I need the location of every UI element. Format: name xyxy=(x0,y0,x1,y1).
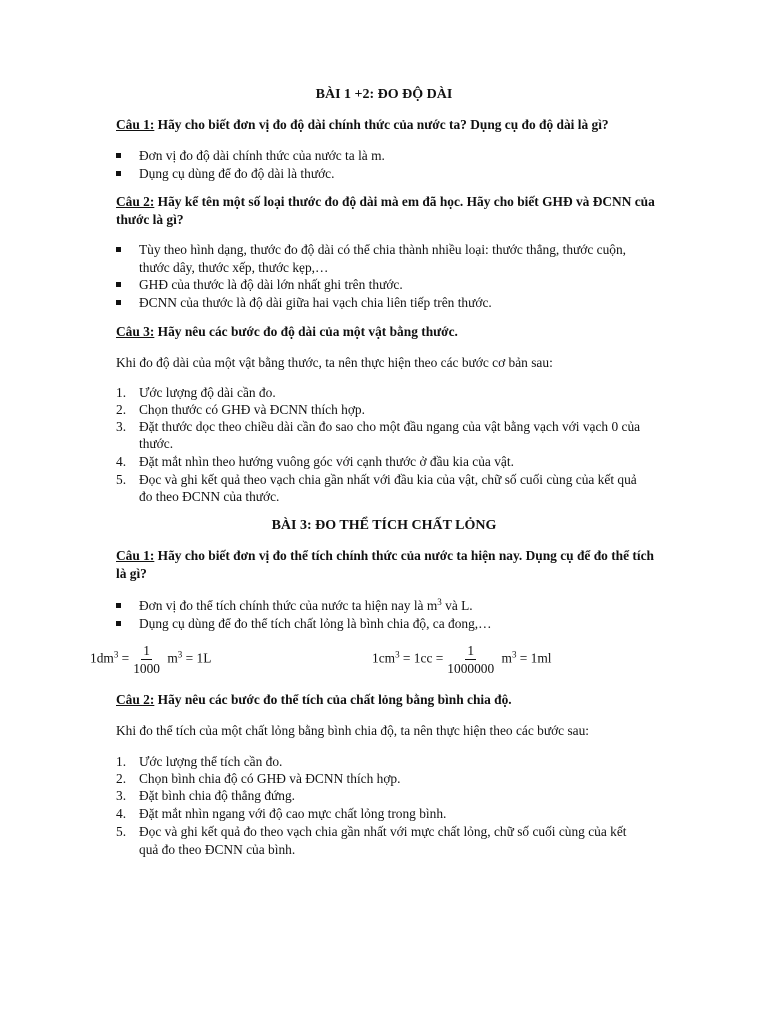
list-item xyxy=(116,277,403,293)
list-item xyxy=(116,148,385,164)
superscript: 3 xyxy=(395,649,400,660)
list-item xyxy=(116,242,626,258)
list-item-text: Đọc và ghi kết quả đo theo vạch chia gần nhất với mực chất lỏng, chữ số cuối cùng của kết xyxy=(139,824,627,839)
list-item-text: Ước lượng thể tích cần đo. xyxy=(139,754,283,769)
list-item-text: Dụng cụ dùng để đo độ dài là thước. xyxy=(139,166,335,181)
question-1-heading-cont: là gì? xyxy=(116,566,147,581)
list-item-text: Đơn vị đo độ dài chính thức của nước ta là m. xyxy=(139,148,385,163)
formula-cm3 xyxy=(372,642,552,677)
list-item xyxy=(116,385,276,401)
list-item-text: Đặt mắt nhìn theo hướng vuông góc với cạnh thước ở đầu kia của vật. xyxy=(139,454,514,469)
bullet-icon xyxy=(116,247,121,252)
question-2-heading xyxy=(116,194,655,210)
step-number: 1. xyxy=(116,385,127,400)
bullet-icon xyxy=(116,153,121,158)
question-label: Câu 1: xyxy=(116,548,155,563)
list-item-cont: quả đo theo ĐCNN của bình. xyxy=(139,842,296,857)
list-item xyxy=(116,754,282,770)
step-number: 2. xyxy=(116,402,127,417)
step-number: 3. xyxy=(116,788,127,803)
list-item xyxy=(116,771,400,787)
list-item-text: ĐCNN của thước là độ dài giữa hai vạch chia liên tiếp trên thước. xyxy=(139,295,492,310)
superscript: 3 xyxy=(511,649,517,660)
step-number: 1. xyxy=(116,754,127,769)
list-item-text: Chọn bình chia độ có GHĐ và ĐCNN thích hợp. xyxy=(139,771,401,786)
formula-dm3 xyxy=(90,642,211,677)
superscript: 3 xyxy=(437,597,442,607)
paragraph: Khi đo độ dài của một vật bằng thước, ta nên thực hiện theo các bước cơ bản sau: xyxy=(116,355,553,370)
list-item-text: Ước lượng độ dài cần đo. xyxy=(139,385,276,400)
formula-text: = 1L xyxy=(182,650,212,666)
step-number: 5. xyxy=(116,824,127,839)
superscript: 3 xyxy=(113,649,119,660)
list-item-text: Đặt bình chia độ thẳng đứng. xyxy=(139,788,296,803)
list-item xyxy=(116,295,492,311)
formula-text: = xyxy=(118,650,130,666)
list-item-text: Đọc và ghi kết quả theo vạch chia gần nhất với đầu kia của vật, chữ số cuối cùng của kết quả xyxy=(139,472,637,487)
question-text: Hãy kể tên một số loại thước đo độ dài mà em đã học. Hãy cho biết GHĐ và ĐCNN của xyxy=(154,194,655,209)
list-item xyxy=(116,402,365,418)
list-item-text: Dụng cụ dùng để đo thể tích chất lỏng là bình chia độ, ca đong,… xyxy=(139,616,492,631)
question-label: Câu 2: xyxy=(116,692,155,707)
question-text: Hãy cho biết đơn vị đo độ dài chính thức của nước ta? Dụng cụ đo độ dài là gì? xyxy=(154,117,609,132)
question-2-heading xyxy=(116,692,512,708)
list-item xyxy=(116,472,637,488)
question-text: Hãy nêu các bước đo thể tích của chất lỏng bằng bình chia độ. xyxy=(154,692,512,707)
list-item xyxy=(116,806,446,822)
bullet-icon xyxy=(116,171,121,176)
list-item-text: GHĐ của thước là độ dài lớn nhất ghi trên thước. xyxy=(139,277,403,292)
question-label: Câu 3: xyxy=(116,324,155,339)
denominator: 1000000 xyxy=(447,661,495,676)
list-item-cont: thước dây, thước xếp, thước kẹp,… xyxy=(139,260,329,275)
formula-text: m xyxy=(498,650,512,666)
list-item-text: và L. xyxy=(441,598,473,613)
list-item xyxy=(116,454,514,470)
formula-text: 1cm xyxy=(372,650,396,666)
superscript: 3 xyxy=(177,649,183,660)
bullet-icon xyxy=(116,621,121,626)
list-item xyxy=(116,597,473,614)
formula-text: = 1ml xyxy=(516,650,552,666)
list-item-text: Đặt thước dọc theo chiều dài cần đo sao cho một đầu ngang của vật bằng vạch với vạch 0 của xyxy=(139,419,641,434)
formula-text: m xyxy=(164,650,178,666)
list-item xyxy=(116,166,334,182)
list-item-text: Đơn vị đo thể tích chính thức của nước ta hiện nay là m xyxy=(139,598,438,613)
numerator: 1 xyxy=(143,643,150,658)
step-number: 5. xyxy=(116,472,127,487)
list-item xyxy=(116,616,492,632)
list-item-text: Tùy theo hình dạng, thước đo độ dài có thể chia thành nhiều loại: thước thẳng, thước cuộn, xyxy=(139,242,627,257)
bullet-icon xyxy=(116,603,121,608)
lesson-title-volume: BÀI 3: ĐO THỂ TÍCH CHẤT LỎNG xyxy=(271,518,497,533)
question-label: Câu 1: xyxy=(116,117,155,132)
numerator: 1 xyxy=(467,643,475,658)
question-text: Hãy cho biết đơn vị đo thể tích chính thức của nước ta hiện nay. Dụng cụ để đo thể tích xyxy=(154,548,654,563)
list-item-cont: thước. xyxy=(139,436,174,451)
denominator: 1000 xyxy=(133,661,160,676)
step-number: 2. xyxy=(116,771,127,786)
fraction xyxy=(445,642,496,677)
question-2-heading-cont: thước là gì? xyxy=(116,212,184,227)
fraction xyxy=(131,642,162,677)
list-item xyxy=(116,419,640,435)
formula-text: = 1cc = xyxy=(399,650,444,666)
list-item xyxy=(116,824,627,840)
lesson-title-length: BÀI 1 +2: ĐO ĐỘ DÀI xyxy=(315,87,453,102)
list-item xyxy=(116,788,295,804)
question-label: Câu 2: xyxy=(116,194,155,209)
bullet-icon xyxy=(116,300,121,305)
paragraph: Khi đo thể tích của một chất lỏng bằng bình chia độ, ta nên thực hiện theo các bước sau: xyxy=(116,723,590,738)
question-1-heading xyxy=(116,117,609,133)
bullet-icon xyxy=(116,282,121,287)
step-number: 3. xyxy=(116,419,127,434)
list-item-cont: đo theo ĐCNN của thước. xyxy=(139,489,280,504)
step-number: 4. xyxy=(116,806,127,821)
question-text: Hãy nêu các bước đo độ dài của một vật bằng thước. xyxy=(154,324,458,339)
question-3-heading xyxy=(116,324,458,340)
question-1-heading xyxy=(116,548,654,564)
list-item-text: Đặt mắt nhìn ngang với độ cao mực chất lỏng trong bình. xyxy=(139,806,447,821)
step-number: 4. xyxy=(116,454,127,469)
formula-text: 1dm xyxy=(90,650,114,666)
list-item-text: Chọn thước có GHĐ và ĐCNN thích hợp. xyxy=(139,402,365,417)
